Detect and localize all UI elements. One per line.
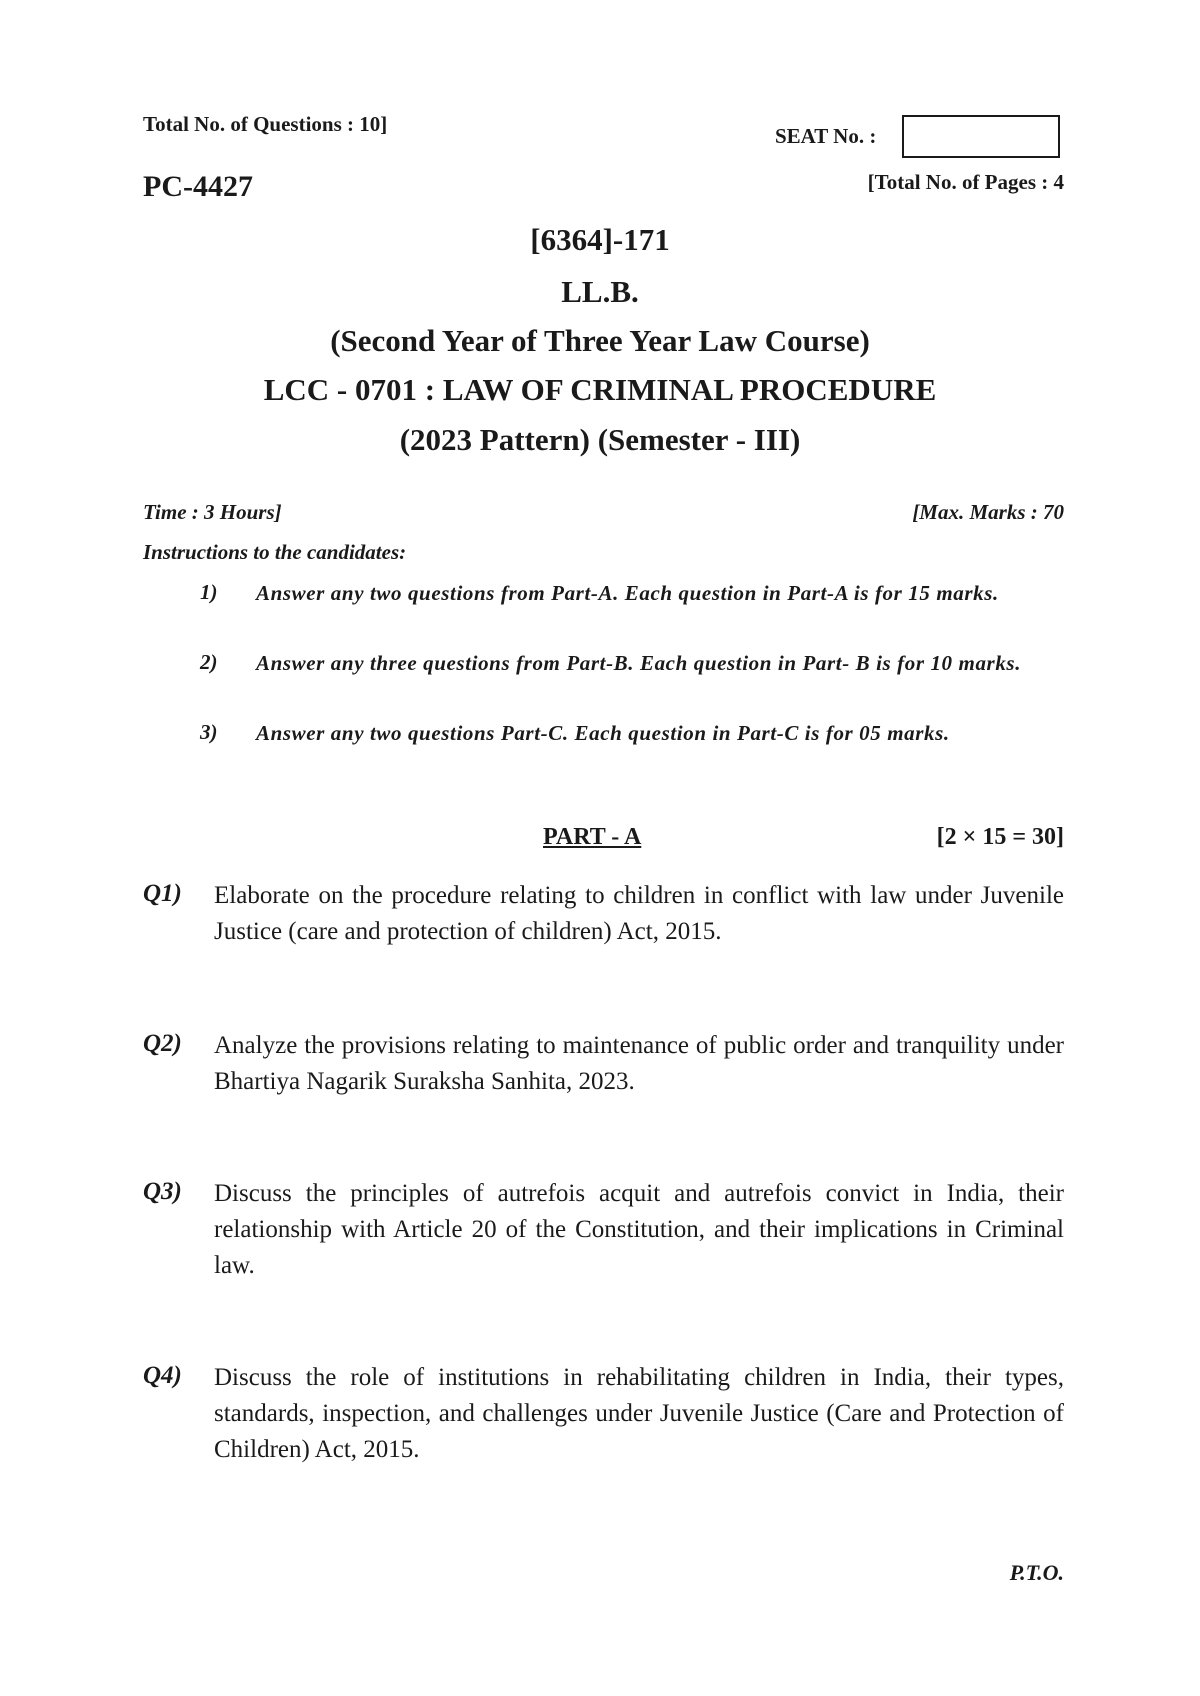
degree: LL.B.	[561, 274, 639, 309]
course: (Second Year of Three Year Law Course)	[330, 323, 870, 358]
part-a-marks: [2 × 15 = 30]	[936, 824, 1064, 850]
pattern: (2023 Pattern) (Semester - III)	[399, 422, 801, 457]
question-number: Q2)	[143, 1030, 182, 1057]
question-text: Discuss the role of institutions in rehabilitating children in India, their types, standards, inspection, and challenges under Juvenile Justice (Care and Protection of Children) Act, 2015.	[214, 1364, 1064, 1463]
question-text: Elaborate on the procedure relating to children in conflict with law under Juvenile Justice (care and protection of children) Act, 2015.	[214, 882, 1064, 945]
instruction-number: 2)	[200, 650, 218, 674]
instruction-item: Answer any three questions from Part-B. Each question in Part- B is for 10 marks.	[256, 651, 1022, 675]
instructions-heading: Instructions to the candidates:	[143, 540, 407, 564]
question-text: Discuss the principles of autrefois acquit and autrefois convict in India, their relationship with Article 20 of the Constitution, and their implications in Criminal law.	[214, 1180, 1064, 1279]
subject: LCC - 0701 : LAW OF CRIMINAL PROCEDURE	[263, 372, 937, 407]
total-pages: [Total No. of Pages : 4	[867, 170, 1064, 194]
question-number: Q1)	[143, 880, 182, 907]
instruction-number: 3)	[200, 720, 218, 744]
instruction-number: 1)	[200, 580, 218, 604]
part-a-title: PART - A	[543, 824, 642, 850]
instruction-item: Answer any two questions Part-C. Each question in Part-C is for 05 marks.	[256, 721, 950, 745]
question-text: Analyze the provisions relating to maintenance of public order and tranquility under Bhartiya Nagarik Suraksha Sanhita, 2023.	[214, 1032, 1064, 1095]
please-turn-over: P.T.O.	[1009, 1560, 1064, 1585]
total-questions: Total No. of Questions : 10]	[143, 112, 388, 136]
max-marks: [Max. Marks : 70	[912, 500, 1064, 524]
paper-code: PC-4427	[143, 170, 253, 203]
instruction-item: Answer any two questions from Part-A. Each question in Part-A is for 15 marks.	[256, 581, 999, 605]
time-allowed: Time : 3 Hours]	[143, 500, 282, 524]
question-number: Q4)	[143, 1362, 182, 1389]
question-number: Q3)	[143, 1178, 182, 1205]
exam-code: [6364]-171	[530, 222, 670, 257]
seat-no-field[interactable]	[902, 115, 1060, 158]
seat-no-label: SEAT No. :	[775, 124, 877, 148]
